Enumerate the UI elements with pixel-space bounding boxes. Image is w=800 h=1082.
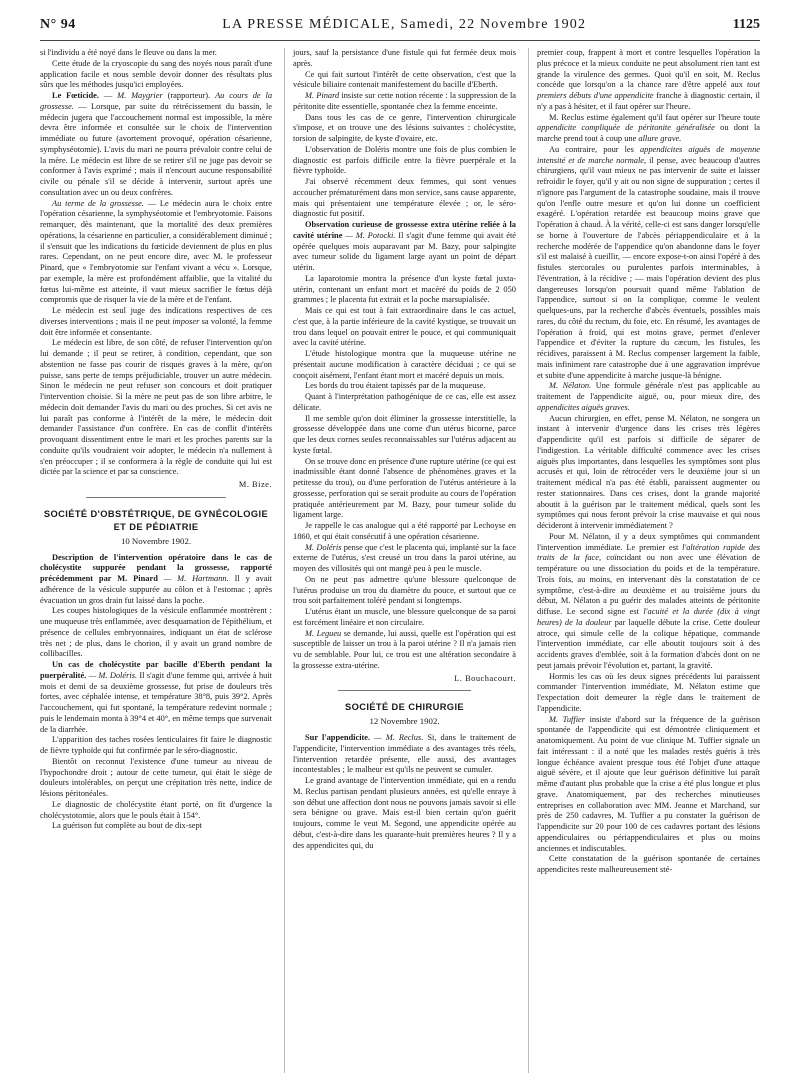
paragraph: Sur l'appendicite. — M. Reclus. Si, dans le traitement de l'appendicite, l'intervention immédiate a des avantages très réels, l'intervention retardée présente, elle aussi, des avantages incontestables ; le malheur est qu'ils ne peuvent se cumuler. [293,733,516,775]
journal-title: LA PRESSE MÉDICALE, Samedi, 22 Novembre 1902 [222,17,587,32]
page-number: 1125 [732,17,760,32]
paragraph: Le Fœticide. — M. Maygrier (rapporteur). Au cours de la grossesse. — Lorsque, par suite du rétrécissement du bassin, le médecin jugera que l'accouchement normal est impossible, la mère devra être informée et consultée sur le choix de l'intervention immédiate ou future (avortement provoqué, opération césarienne, symphyséotomie). L'avis du mari ne pourra prévaloir contre celui de la mère. Le médecin est libre de se retirer s'il ne juge pas devoir se conformer à l'avis exprimé ; mais il n'encourt aucune responsabilité civile ou pénale s'il se décide à intervenir, surtout après une consultation avec un ou deux confrères. [40,91,272,197]
paragraph: Le médecin est libre, de son côté, de refuser l'intervention qu'on lui demande ; il peut se retirer, à condition, cependant, que son abstention ne fasse pas courir de risques graves à la mère, qu'on puisse, sans perte de temps préjudiciable, trouver un autre médecin. Sinon le médecin ne peut refuser son concours et doit pratiquer l'intervention choisie. Si la mère ne peut pas de son libre arbitre, le médecin doit demander l'avis du mari ou des proches. Si cet avis ne lui paraît pas conforme à l'intérêt de la mère, le médecin doit demander l'assistance d'un confrère. En cas de conflit d'intérêts provoquant dissentiment entre le mari et les proches parents sur la conduite qu'ils voudraient voir adopter, le médecin n'a nullement à s'en préoccuper ; il se conformera à la règle de conduite qui lui est dictée par la science et par sa conscience. [40,338,272,477]
issue-number: N° 94 [40,17,76,32]
author-name: — M. Doléris. [88,670,138,680]
paragraph: Je rappelle le cas analogue qui a été rapporté par Lechoyse en 1860, et qui était consécutif à une opération césarienne. [293,521,516,541]
paragraph: La guérison fut complète au bout de dix-sept [52,821,203,831]
paragraph: Description de l'intervention opératoire dans le cas de cholécystite suppurée pendant la grossesse, rapporté précédemment par M. Pinard — M. Hartmann. Il y avait adhérence de la vésicule suppurée au côlon et à l'estomac ; après évacuation un gros drain fut laissé dans la poche. [40,552,272,605]
subheading: Le Fœticide. [52,91,99,100]
paragraph: Quant à l'interprétation pathogénique de ce cas, elle est assez délicate. [293,392,516,412]
paragraph: Il me semble qu'on doit éliminer la grossesse interstitielle, la grossesse développée dans une corne d'un utérus bicorne, parce que les deux cornes seules reconnaissables sur l'utérus adjacent au kyste fœtal. [293,413,516,455]
section-title: SOCIÉTÉ DE CHIRURGIE [344,702,465,713]
paragraph: Aucun chirurgien, en effet, pense M. Nélaton, ne songera un instant à intervenir d'urgence dans les crises très légères d'appendicite qu'il est parfois si difficile de séparer de l'indigestion. La véritable difficulté commence avec les crises aiguës plus importantes, dans lesquelles les symptômes sont plus accusés et qui, loin de rétrocéder vers le deuxième jour si un traitement médical n'a pas été établi, paraissent augmenter ou rester stationnaires. Dans ces crises, dont la grande majorité aboutit à la guérison par le traitement médical, quels sont les symptômes qui nous feront prévoir la crise mauvaise et qui nous décideront à intervenir immédiatement ? [537,413,760,530]
paragraph: Bientôt on reconnut l'existence d'une tumeur au niveau de l'hypochondre droit ; autour de cette tumeur, qui était le siège de douleurs intolérables, on perçut une crépitation très nette, indice de lésions péritonéales. [40,756,272,798]
page-header [40,14,760,41]
paragraph: Un cas de cholécystite par bacille d'Eberth pendant la puerpéralité. — M. Doléris. Il s'agit d'une femme qui, arrivée à huit mois et demi de sa deuxième grossesse, fut prise de douleurs très fortes, avec céphalée intense, et température 38°8, puis 39°2. Après l'accouchement, qui fut spontané, la température redevint normale ; puis le lendemain monta à 39°4 et 40°, en même temps que survenait de la diarrhée. [40,660,272,734]
subheading: Description de l'intervention opératoire dans le cas de cholécystite suppurée pendant la grossesse, rapporté précédemment par M. Pinard [40,552,272,583]
paragraph: On ne peut pas admettre qu'une blessure quelconque de l'utérus produise un trou du diamètre du pouce, et surtout que ce trou soit parfaitement toléré pendant si longtemps. [293,574,516,606]
paragraph: L'apparition des taches rosées lenticulaires fit faire le diagnostic de fièvre typhoïde qui fut confirmée par le séro-diagnostic. [40,735,272,755]
subheading: Sur l'appendicite. [305,733,371,742]
author-name: — M. Reclus. [374,733,424,742]
column-left [40,48,272,1073]
paragraph: M. Reclus estime également qu'il faut opérer sur l'heure toute appendicite compliquée de péritonite généralisée ou dont la marche prend tout à coup une allure grave. [537,112,760,143]
subheading: Un cas de cholécystite par bacille d'Eberth pendant la puerpéralité. [40,660,272,680]
author-name: M. Maygrier [117,91,163,100]
subheading: Observation curieuse de grossesse extra utérine reliée à la cavité utérine [293,220,516,240]
paragraph: Le grand avantage de l'intervention immédiate, qui en a rendu M. Reclus partisan pendant plusieurs années, est qu'elle enraye à son début une affection dont nous ne pouvons jamais savoir si elle sera bénigne ou grave. Mais est-il bien certain qu'on guérit toujours, comme le veut M. Segond, une appendicite opérée au début, c'est-à-dire dans les quarante-huit premières heures ? Il y a des appendicites qui, du [293,776,516,850]
section-title: SOCIÉTÉ D'OBSTÉTRIQUE, DE GYNÉCOLOGIE ET DE PÉDIATRIE [43,508,269,532]
paragraph: M. Legueu se demande, lui aussi, quelle est l'opération qui est susceptible de laisser un trou à la paroi utérine ? Il n'a jamais rien vu de semblable. Pour lui, ce trou est une altération secondaire à la grossesse extra-utérine. [293,628,516,670]
paragraph: Mais ce qui est tout à fait extraordinaire dans le cas actuel, c'est que, à la partie inférieure de la cavité kystique, se trouvait un trou dans lequel on pouvait entrer le pouce, et qui communiquait avec la cavité utérine. [293,306,516,348]
paragraph: Les bords du trou étaient tapissés par de la muqueuse. [305,381,486,391]
paragraph: La laparotomie montra la présence d'un kyste fœtal juxta-utérin, contenant un enfant mort et macéré du poids de 2 050 grammes ; le placenta fut extrait et la poche marsupialisée. [293,273,516,305]
paragraph: Dans tous les cas de ce genre, l'intervention chirurgicale s'impose, et on trouve une des lésions suivantes : cholécystite, torsion de salpingite, de kyste d'ovaire, etc. [293,112,516,143]
paragraph: Le médecin est seul juge des indications respectives de ces diverses interventions ; mais il ne peut imposer sa volonté, la femme doit être informée et consentante. [40,306,272,337]
paragraph: M. Tuffier insiste d'abord sur la fréquence de la guérison spontanée de l'appendicite qui est démontrée cliniquement et anatomiquement. Au point de vue clinique M. Tuffier signale un fait intéressant : il a noté que les malades restés guéris à très longue échéance avaient presque tous été l'objet d'une attaque aiguë sévère, et il ajoute que leur guérison définitive lui paraît même d'autant plus probable que la crise a été plus longue et plus grave. Anatomiquement, par des recherches minutieuses entreprises en collaboration avec MM. Jeanne et Marchand, sur près de 250 cadavres, M. Tuffier a pu constater la guérison de l'appendicite sur 20 pour 100 de ces cadavres portant des lésions appendiculaires ou périappendiculaires et plus ou moins anciennes et indiscutables. [537,714,760,853]
paragraph: L'étude histologique montra que la muqueuse utérine ne présentait aucune modification à caractère déciduai ; ce qui se conçoit aisément, l'enfant étant mort et macéré depuis un mois. [293,349,516,380]
paragraph: On se trouve donc en présence d'une rupture utérine (ce qui est inadmissible étant donné l'absence de phénomènes graves et la petitesse du trou), ou d'une perforation de l'utérus antérieure à la grossesse, perforation qui se serait produite au cours de l'opération pratiquée antérieurement par M. Bazy, pour tumeur solide du ligament large. [293,456,516,520]
paragraph: si l'individu a été noyé dans le fleuve ou dans la mer. [40,48,217,57]
paragraph: Observation curieuse de grossesse extra utérine reliée à la cavité utérine — M. Potocki. Il s'agit d'une femme qui avait été opérée quelques mois auparavant par M. Bazy, pour salpingite avec tumeur solide du ligament large ayant un point de départ utérin. [293,220,516,272]
paragraph: Hormis les cas où les deux signes précédents lui paraissent commander l'intervention immédiate, M. Nélaton estime que l'expectation doit demeurer la règle dans le traitement de l'appendicite. [537,671,760,713]
paragraph: M. Pinard insiste sur cette notion récente : la suppression de la péritonite dite essentielle, spontanée chez la femme enceinte. [293,91,516,111]
subsection-label: Au terme de la grossesse. [52,198,144,208]
paragraph: J'ai observé récemment deux femmes, qui sont venues accoucher prématurément dans mon service, sans cause apparente, mais qui présentaient une température élevée ; or, le séro-diagnostic fut positif. [293,177,516,219]
paragraph: Pour M. Nélaton, il y a deux symptômes qui commandent l'intervention immédiate. Le premier est l'altération rapide des traits de la face, coïncidant ou non avec une élévation de température ou une dissociation du poids et de la température. Trois fois, au moins, en intervenant dès la constatation de ce symptôme, c'est-à-dire au deuxième et au troisième jours du début, M. Nélaton a pu guérir des malades atteints de péritonite diffuse. Le second signe est l'acuité et la durée (dix à vingt heures) de la douleur par laquelle débute la crise. Cette douleur atroce, qui simule celle de la colique hépatique, commande l'intervention immédiate, car elle aboutit toujours soit à des accidents graves d'emblée, soit à la formation d'abcès dont on ne peut jamais prévoir l'évolution et, partant, la gravité. [537,531,760,670]
divider [86,497,225,498]
author-name: M. Pinard [305,91,340,100]
paragraph: M. Doléris pense que c'est le placenta qui, implanté sur la face externe de l'utérus, s'est creusé un trou dans la paroi utérine, au moyen des villosités qui ont mangé peu à peu le muscle. [293,542,516,573]
column-right [528,48,760,1073]
paragraph: Ce qui fait surtout l'intérêt de cette observation, c'est que la vésicule biliaire contenait manifestement du bacille d'Eberth. [293,69,516,90]
column-middle [284,48,516,1073]
paragraph: L'observation de Doléris montre une fois de plus combien le diagnostic est parfois difficile entre la fièvre puerpérale et la fièvre typhoïde. [293,144,516,176]
paragraph: Cette étude de la cryoscopie du sang des noyés nous paraît d'une application facile et nous semble devoir donner des résultats plus sûrs que les méthodes jusqu'ici employées. [40,58,272,90]
paragraph: jours, sauf la persistance d'une fistule qui fut fermée deux mois après. [293,48,516,68]
article-columns [40,48,760,1073]
author-name: M. Nélaton. [549,381,592,391]
paragraph: Au contraire, pour les appendicites aiguës de moyenne intensité et de marche normale, il pense, avec beaucoup d'autres chirurgiens, qu'il vaut mieux ne pas intervenir de suite et laisser refroidir le foyer, qu'il y ait ou non signe de suppuration ; certes il n'ignore pas l'argument de la catastrophe soudaine, mais il trouve qu'on l'enfle outre mesure et qu'on lui donne un coefficient exagéré. L'opération retardée est beaucoup moins grave que l'opération à chaud. À la vérité, celle-ci est sans danger lorsqu'elle se borne à l'ouverture de l'abcès périappendiculaire et à la recherche modérée de l'appendice qu'on abandonne dans le foyer s'il est malaisé à cueillir, — encore expose-t-on ainsi l'opéré à des fistules stercorales ou purulentes parfois interminables, à l'éventration, à la récidive ; — mais l'opération devient des plus dangereuses lorsqu'on poursuit quand même l'ablation de l'appendice, surtout si on la complique, comme le veulent quelques-uns, par la recherche d'abcès éventuels, possibles mais rares, du côté du rectum, du foie, etc. En résumé, les avantages de l'opération à froid, qui est moins grave, permet d'enlever l'appendice et d'éviter la rupture du cæcum, les fistules, les récidives, paraissent à M. Reclus compenser largement la faible, mais infiniment rare catastrophe due à une aggravation imprévue et subite d'une appendicite à marche jusque-là bénigne. [537,144,760,380]
paragraph: Le diagnostic de cholécystite étant porté, on fit d'urgence la cholécystotomie, alors que le pouls était à 154°. [40,799,272,820]
paragraph: Cette constatation de la guérison spontanée de certaines appendicites reste malheureusement sté- [537,854,760,874]
author-name: — M. Hartmann. [163,574,229,583]
paragraph: L'utérus étant un muscle, une blessure quelconque de sa paroi est forcément linéaire et non circulaire. [293,607,516,627]
author-name: M. Tuffier [549,714,586,724]
divider [338,690,472,691]
paragraph: M. Nélaton. Une formule générale n'est pas applicable au traitement de l'appendicite aiguë, ou, pour mieux dire, des appendicites aiguës graves. [537,381,760,412]
paragraph: Les coupes histologiques de la vésicule enflammée montrèrent : une muqueuse très enflammée, avec desquamation de l'épithélium, et présence de cellules embryonnaires, indiquant un état de sclérose très net ; de plus, dans le chorion, il y avait un grand nombre de collibacilles. [40,606,272,659]
section-date: 10 Novembre 1902. [120,535,192,546]
subsection-label: Au cours de la grossesse. [40,91,272,111]
author-name: M. Doléris [305,542,342,552]
paragraph: premier coup, frappent à mort et contre lesquelles l'opération la plus précoce et la mieux conduite ne peut absolument rien tant est grande la virulence des germes. Quoi qu'il en soit, M. Reclus concède que lorsqu'on a la chance rare d'être appelé aux tout premiers débuts d'une appendicite franche à diagnostic certain, il n'y a pas à hésiter, et il faut opérer sur l'heure. [537,48,760,111]
paragraph: Au terme de la grossesse. — Le médecin aura le choix entre l'opération césarienne, la symphyséotomie et l'embryotomie. Faisons remarquer, dès maintenant, que la mortalité des deux premières opérations, la césarienne en particulier, a considérablement diminué ; il s'ensuit que les indications du fœticide deviennent de plus en plus rares. Cependant, on ne peut encore dire, avec M. le professeur Pinard, que « l'embryotomie sur l'enfant vivant a vécu ». Lorsque, par exemple, la mère est profondément affaiblie, que la vitalité du fœtus lui-même est atteinte, il vaut mieux sacrifier le fœtus déjà compromis que de risquer la vie de la mère et de l'enfant. [40,198,272,305]
signature: M. Bize. [238,480,272,489]
author-name: M. Legueu [305,628,342,638]
author-name: — M. Potocki. [345,230,396,240]
section-date: 12 Novembre 1902. [369,716,440,727]
signature: L. Bouchacourt. [454,673,516,683]
